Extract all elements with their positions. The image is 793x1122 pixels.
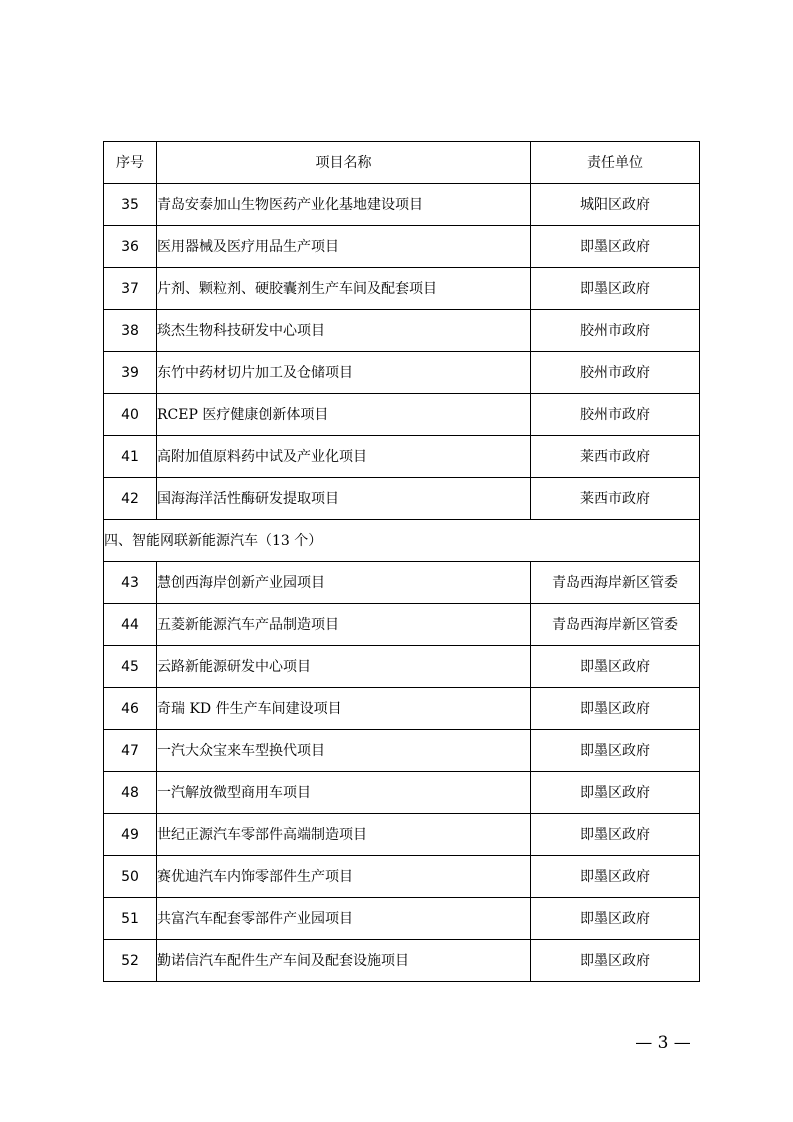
table-row bbox=[104, 688, 700, 730]
row-unit: 即墨区政府 bbox=[531, 268, 700, 310]
project-table bbox=[103, 141, 700, 982]
row-no: 49 bbox=[104, 814, 157, 856]
row-no: 43 bbox=[104, 562, 157, 604]
row-unit: 胶州市政府 bbox=[531, 394, 700, 436]
row-name: 共富汽车配套零部件产业园项目 bbox=[157, 898, 531, 940]
table-row bbox=[104, 856, 700, 898]
page-number: — 3 — bbox=[635, 1033, 691, 1053]
row-name: 一汽解放微型商用车项目 bbox=[157, 772, 531, 814]
row-name: 国海海洋活性酶研发提取项目 bbox=[157, 478, 531, 520]
table-row bbox=[104, 352, 700, 394]
table-row bbox=[104, 226, 700, 268]
row-no: 45 bbox=[104, 646, 157, 688]
table-row bbox=[104, 562, 700, 604]
row-unit: 城阳区政府 bbox=[531, 184, 700, 226]
row-name: 奇瑞 KD 件生产车间建设项目 bbox=[157, 688, 531, 730]
table-row bbox=[104, 478, 700, 520]
table-row bbox=[104, 730, 700, 772]
row-no: 52 bbox=[104, 940, 157, 982]
row-unit: 莱西市政府 bbox=[531, 478, 700, 520]
section-title: 四、智能网联新能源汽车（13 个） bbox=[104, 520, 700, 562]
table-row bbox=[104, 898, 700, 940]
row-unit: 即墨区政府 bbox=[531, 772, 700, 814]
table-row bbox=[104, 310, 700, 352]
row-unit: 即墨区政府 bbox=[531, 688, 700, 730]
row-no: 47 bbox=[104, 730, 157, 772]
row-unit: 胶州市政府 bbox=[531, 310, 700, 352]
row-name: 世纪正源汽车零部件高端制造项目 bbox=[157, 814, 531, 856]
row-name: 五菱新能源汽车产品制造项目 bbox=[157, 604, 531, 646]
row-no: 41 bbox=[104, 436, 157, 478]
row-name: 高附加值原料药中试及产业化项目 bbox=[157, 436, 531, 478]
table-row bbox=[104, 772, 700, 814]
row-name: 片剂、颗粒剂、硬胶囊剂生产车间及配套项目 bbox=[157, 268, 531, 310]
header-no: 序号 bbox=[104, 142, 157, 184]
table-row bbox=[104, 604, 700, 646]
row-name: 一汽大众宝来车型换代项目 bbox=[157, 730, 531, 772]
row-name: 赛优迪汽车内饰零部件生产项目 bbox=[157, 856, 531, 898]
table-row bbox=[104, 646, 700, 688]
row-unit: 胶州市政府 bbox=[531, 352, 700, 394]
row-no: 35 bbox=[104, 184, 157, 226]
header-unit: 责任单位 bbox=[531, 142, 700, 184]
row-unit: 即墨区政府 bbox=[531, 730, 700, 772]
row-unit: 即墨区政府 bbox=[531, 646, 700, 688]
row-name: 云路新能源研发中心项目 bbox=[157, 646, 531, 688]
row-name: 东竹中药材切片加工及仓储项目 bbox=[157, 352, 531, 394]
row-no: 38 bbox=[104, 310, 157, 352]
section-row bbox=[104, 520, 700, 562]
table-row bbox=[104, 814, 700, 856]
row-name: 琰杰生物科技研发中心项目 bbox=[157, 310, 531, 352]
row-no: 50 bbox=[104, 856, 157, 898]
row-unit: 青岛西海岸新区管委 bbox=[531, 604, 700, 646]
row-unit: 即墨区政府 bbox=[531, 898, 700, 940]
row-no: 44 bbox=[104, 604, 157, 646]
row-name: RCEP 医疗健康创新体项目 bbox=[157, 394, 531, 436]
row-no: 42 bbox=[104, 478, 157, 520]
table-row bbox=[104, 436, 700, 478]
table-header-row bbox=[104, 142, 700, 184]
row-unit: 青岛西海岸新区管委 bbox=[531, 562, 700, 604]
row-name: 勤诺信汽车配件生产车间及配套设施项目 bbox=[157, 940, 531, 982]
header-name: 项目名称 bbox=[157, 142, 531, 184]
table-row bbox=[104, 940, 700, 982]
row-no: 48 bbox=[104, 772, 157, 814]
table-row bbox=[104, 268, 700, 310]
row-name: 医用器械及医疗用品生产项目 bbox=[157, 226, 531, 268]
row-unit: 莱西市政府 bbox=[531, 436, 700, 478]
row-no: 46 bbox=[104, 688, 157, 730]
table-row bbox=[104, 184, 700, 226]
row-no: 51 bbox=[104, 898, 157, 940]
row-unit: 即墨区政府 bbox=[531, 940, 700, 982]
row-unit: 即墨区政府 bbox=[531, 814, 700, 856]
row-unit: 即墨区政府 bbox=[531, 226, 700, 268]
row-unit: 即墨区政府 bbox=[531, 856, 700, 898]
row-name: 慧创西海岸创新产业园项目 bbox=[157, 562, 531, 604]
table-row bbox=[104, 394, 700, 436]
row-name: 青岛安泰加山生物医药产业化基地建设项目 bbox=[157, 184, 531, 226]
row-no: 39 bbox=[104, 352, 157, 394]
row-no: 36 bbox=[104, 226, 157, 268]
row-no: 37 bbox=[104, 268, 157, 310]
row-no: 40 bbox=[104, 394, 157, 436]
